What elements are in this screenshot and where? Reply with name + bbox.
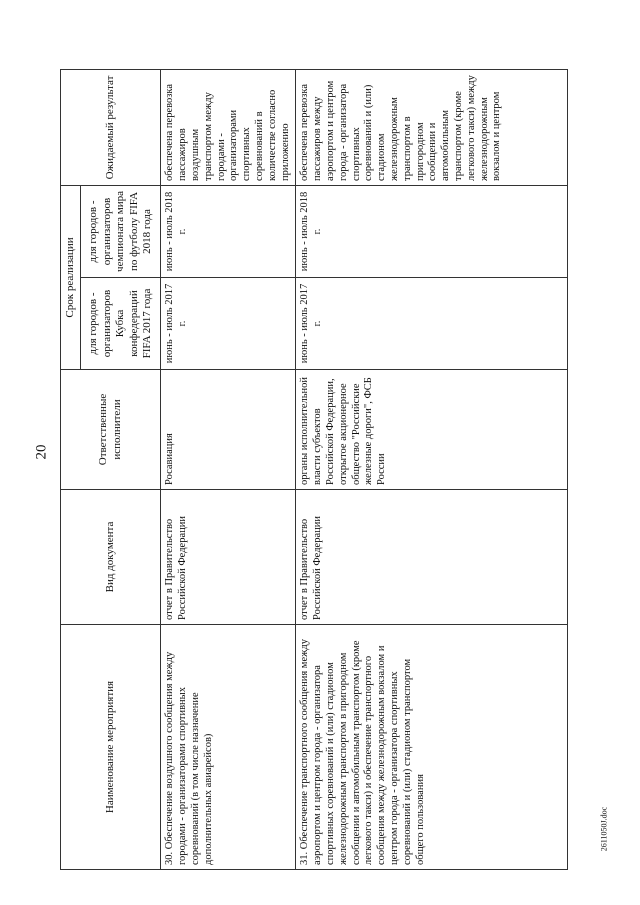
- rotated-table-container: [60, 70, 570, 870]
- cell-doc-type: отчет в Правительство Российской Федерации: [296, 490, 568, 625]
- cell-term-confed: июнь - июль 2017 г.: [296, 278, 568, 370]
- row-number: 31.: [299, 851, 311, 865]
- cell-result: обеспечена перевозка пассажиров воздушным транспортом между городами - организаторами спортивных соревнований в количестве согласно приложению: [161, 69, 296, 185]
- events-table: [60, 69, 568, 870]
- cell-executors: Росавиация: [161, 370, 296, 490]
- header-term-world: для городов - организаторов чемпионата мира по футболу FIFA 2018 года: [81, 185, 161, 277]
- event-name: Обеспечение воздушного сообщения между городами - организаторами спортивных соревнований (в том числе назначение дополнительных авиарейсов): [164, 651, 214, 865]
- cell-term-world: июнь - июль 2018 г.: [296, 185, 568, 277]
- row-number: 30.: [164, 851, 176, 865]
- header-result: Ожидаемый результат: [61, 69, 161, 185]
- cell-term-confed: июнь - июль 2017 г.: [161, 278, 296, 370]
- table-row: [296, 69, 568, 869]
- page-number: 20: [33, 444, 50, 460]
- document-code: 2611050J.doc: [599, 806, 609, 852]
- table-row: [161, 69, 296, 869]
- cell-term-world: июнь - июль 2018 г.: [161, 185, 296, 277]
- header-doc-type: Вид документа: [61, 490, 161, 625]
- cell-doc-type: отчет в Правительство Российской Федерации: [161, 490, 296, 625]
- cell-name: [161, 625, 296, 870]
- header-executors: Ответственные исполнители: [61, 370, 161, 490]
- header-term-confed: для городов - организаторов Кубка конфедераций FIFA 2017 года: [81, 278, 161, 370]
- cell-executors: органы исполнительной власти субъектов Российской Федерации, открытое акционерное общество "Российские железные дороги", ФСБ России: [296, 370, 568, 490]
- event-name: Обеспечение транспортного сообщения между аэропортом и центром города - организатора спортивных соревнований и (или) стадионом железнодорожным транспортом в пригородном сообщении и автомобильным транспортом (кроме легкового такси) и обеспечение транспортного сообщения между железнодорожным вокзалом и центром города - организатора спортивных соревнований и (или) стадионом транспортом общего пользования: [299, 639, 426, 865]
- cell-result: обеспечена перевозка пассажиров между аэропортом и центром города - организатора спортивных соревнований и (или) стадионом железнодорожным транспортом в пригородном сообщении и автомобильным транспортом (кроме легкового такси) между железнодорожным вокзалом и центром: [296, 69, 568, 185]
- cell-name: [296, 625, 568, 870]
- header-term: Срок реализации: [61, 185, 81, 369]
- header-name: Наименование мероприятия: [61, 625, 161, 870]
